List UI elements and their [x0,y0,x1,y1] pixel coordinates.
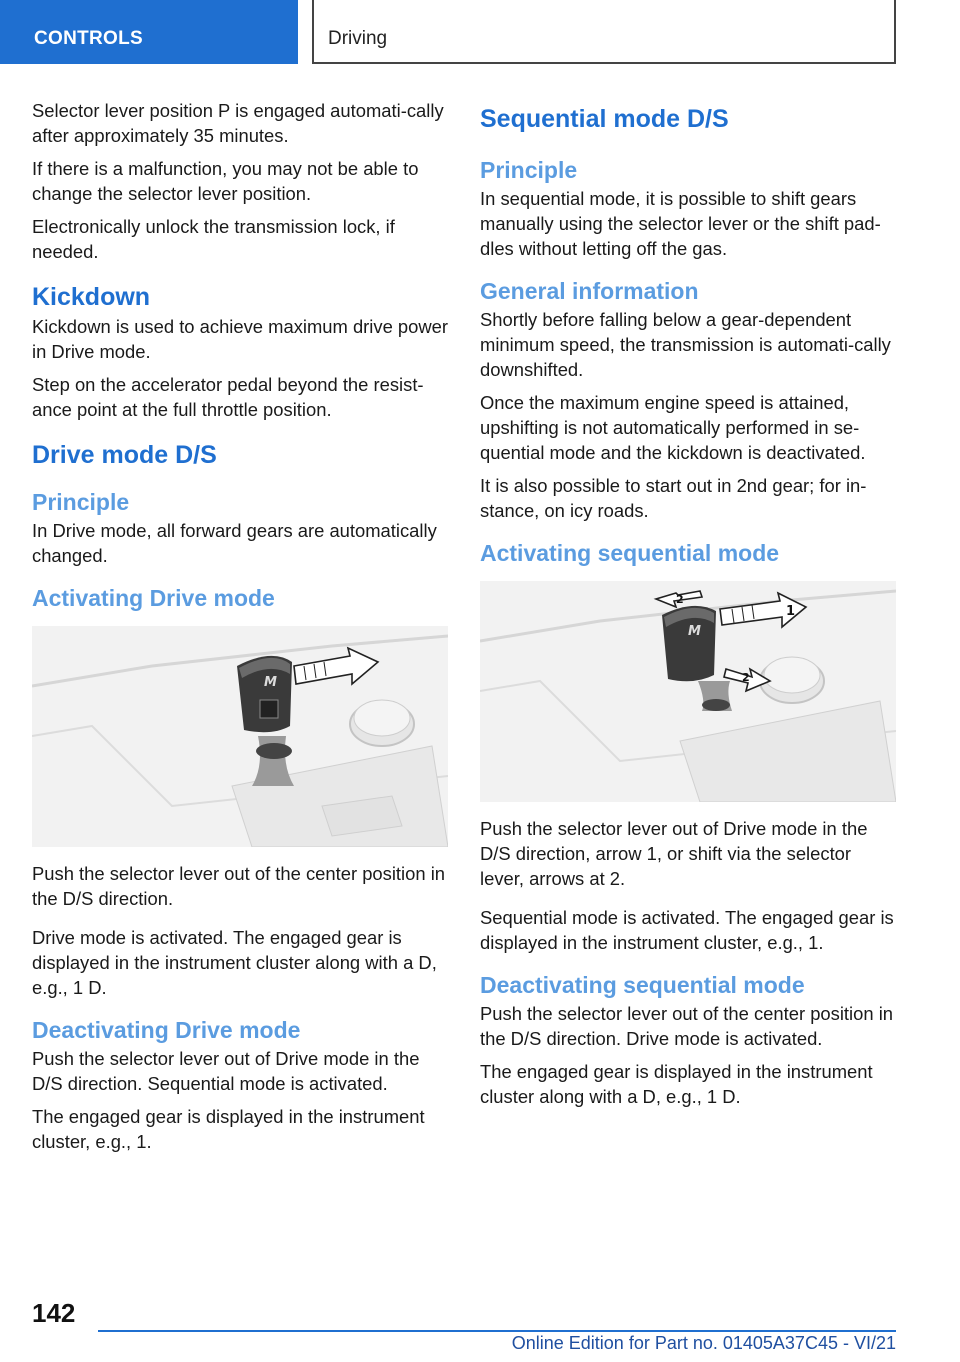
heading-activating-sequential: Activating sequential mode [480,540,780,566]
paragraph: Sequential mode is activated. The engaged gear is displayed in the instrument cluster, e.g., 1. [480,907,894,953]
paragraph: It is also possible to start out in 2nd gear; for in‐stance, on icy roads. [480,475,867,521]
section-title: Driving [312,0,896,64]
paragraph: Once the maximum engine speed is attained, upshifting is not automatically performed in se‐quential mode and the kickdown is deactivated. [480,392,866,463]
paragraph: In Drive mode, all forward gears are automatically changed. [32,520,437,566]
paragraph: Electronically unlock the transmission lock, if needed. [32,216,395,262]
heading-principle: Principle [32,489,130,515]
heading-deactivating-drive: Deactivating Drive mode [32,1017,301,1043]
drive-mode-illustration [32,626,448,847]
paragraph: Step on the accelerator pedal beyond the resist‐ance point at the full throttle position. [32,374,424,420]
paragraph: The engaged gear is displayed in the instrument cluster, e.g., 1. [32,1106,425,1152]
paragraph: Shortly before falling below a gear-dependent minimum speed, the transmission is automati‐cally downshifted. [480,309,891,380]
left-column [32,98,448,1162]
chapter-tab: CONTROLS [0,0,298,64]
shift-knob-label: M [264,675,277,690]
heading-activating-drive: Activating Drive mode [32,585,275,611]
heading-principle: Principle [480,157,578,183]
paragraph: If there is a malfunction, you may not be able to change the selector lever position. [32,158,419,204]
heading-sequential-mode: Sequential mode D/S [480,105,729,133]
arrow-1-label: 1 [786,604,796,619]
sequential-mode-illustration [480,581,896,802]
paragraph: Selector lever position P is engaged automati‐cally after approximately 35 minutes. [32,100,444,146]
page-number: 142 [32,1298,76,1328]
arrow-2-bottom-label: 2 [742,671,750,684]
paragraph: Push the selector lever out of Drive mode in the D/S direction. Sequential mode is activated. [32,1048,420,1094]
paragraph: In sequential mode, it is possible to shift gears manually using the selector lever or the shift pad‐dles without letting off the gas. [480,188,881,259]
paragraph: Push the selector lever out of the center position in the D/S direction. Drive mode is activated. [480,1003,894,1049]
footer-divider [98,1330,896,1332]
arrow-2-top-label: 2 [676,593,684,606]
paragraph: Push the selector lever out of the center position in the D/S direction. [32,863,446,909]
heading-kickdown: Kickdown [32,283,151,311]
heading-deactivating-sequential: Deactivating sequential mode [480,972,805,998]
gear-selector-drawing [480,581,896,802]
right-column [480,102,896,1117]
footer-edition: Online Edition for Part no. 01405A37C45 - VI/21 [511,1333,896,1353]
paragraph: The engaged gear is displayed in the instrument cluster along with a D, e.g., 1 D. [480,1061,873,1107]
paragraph: Kickdown is used to achieve maximum drive power in Drive mode. [32,316,449,362]
heading-general-information: General information [480,278,699,304]
paragraph: Push the selector lever out of Drive mode in the D/S direction, arrow 1, or shift via the selector lever, arrows at 2. [480,818,868,889]
paragraph: Drive mode is activated. The engaged gear is displayed in the instrument cluster along with a D, e.g., 1 D. [32,927,437,998]
heading-drive-mode: Drive mode D/S [32,441,217,469]
shift-knob-label: M [688,624,701,639]
gear-selector-drawing [32,626,448,847]
